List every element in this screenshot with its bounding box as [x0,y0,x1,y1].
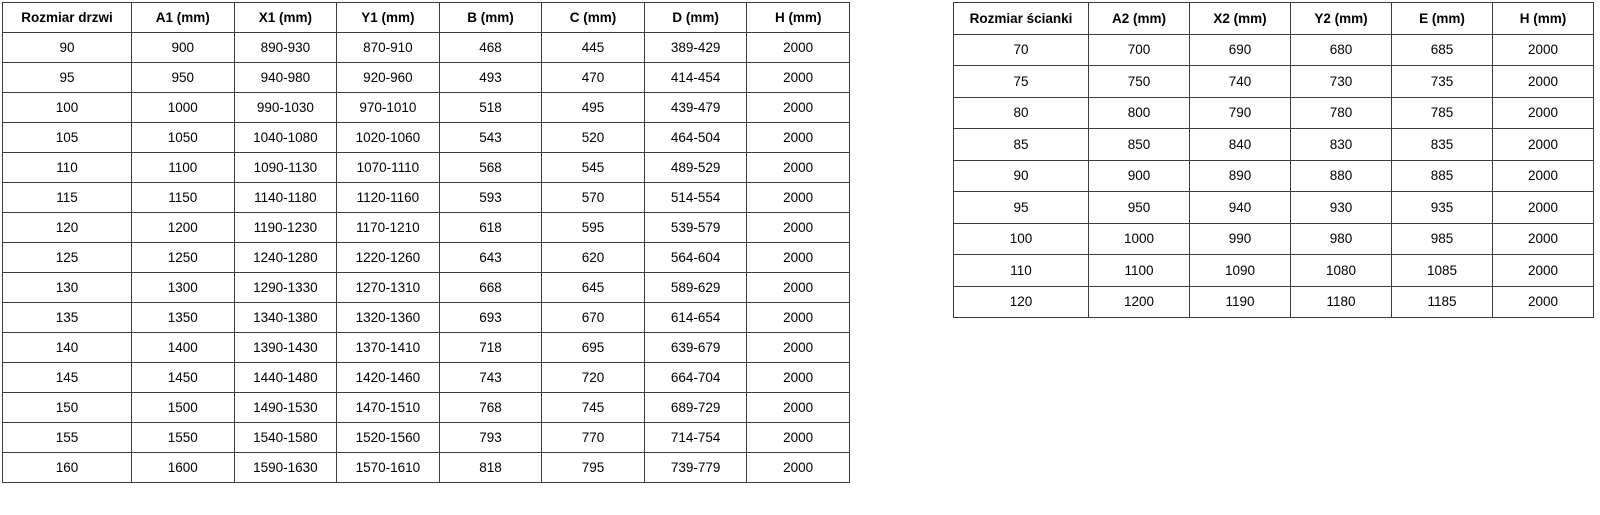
table-cell: 100 [3,93,132,123]
table-cell: 2000 [747,63,850,93]
header-cell: X1 (mm) [234,3,337,33]
table-row [954,286,1594,318]
header-cell: A2 (mm) [1089,3,1190,35]
table-cell: 1500 [132,393,235,423]
table-cell: 539-579 [644,213,747,243]
table-row [3,303,850,333]
table-cell: 685 [1392,34,1493,66]
table-cell: 80 [954,97,1089,129]
table-cell: 589-629 [644,273,747,303]
table-cell: 1220-1260 [337,243,440,273]
table-cell: 835 [1392,129,1493,161]
table-cell: 1370-1410 [337,333,440,363]
table-cell: 2000 [747,333,850,363]
table-cell: 1470-1510 [337,393,440,423]
table-cell: 1540-1580 [234,423,337,453]
table-cell: 935 [1392,192,1493,224]
table-row [954,66,1594,98]
table-row [3,243,850,273]
table-cell: 620 [542,243,645,273]
table-cell: 1150 [132,183,235,213]
table-cell: 2000 [1493,129,1594,161]
table-cell: 1170-1210 [337,213,440,243]
table-cell: 1185 [1392,286,1493,318]
table-cell: 543 [439,123,542,153]
table-row [3,93,850,123]
table-cell: 790 [1190,97,1291,129]
table-row [3,423,850,453]
table-cell: 2000 [747,213,850,243]
table-cell: 1190 [1190,286,1291,318]
table-cell: 1450 [132,363,235,393]
table-cell: 115 [3,183,132,213]
table-cell: 1190-1230 [234,213,337,243]
table-cell: 593 [439,183,542,213]
table-cell: 70 [954,34,1089,66]
table-cell: 2000 [747,453,850,483]
table-cell: 120 [954,286,1089,318]
table-cell: 985 [1392,223,1493,255]
table-cell: 740 [1190,66,1291,98]
table-cell: 1000 [1089,223,1190,255]
table-cell: 110 [3,153,132,183]
table-cell: 1270-1310 [337,273,440,303]
table-cell: 493 [439,63,542,93]
table-cell: 445 [542,33,645,63]
table-cell: 840 [1190,129,1291,161]
table-cell: 470 [542,63,645,93]
table-cell: 95 [954,192,1089,224]
table-cell: 970-1010 [337,93,440,123]
table-cell: 1240-1280 [234,243,337,273]
table-cell: 2000 [1493,34,1594,66]
table-cell: 1300 [132,273,235,303]
table-cell: 110 [954,255,1089,287]
table-cell: 570 [542,183,645,213]
table-cell: 880 [1291,160,1392,192]
table-cell: 890 [1190,160,1291,192]
table-cell: 2000 [747,393,850,423]
table-cell: 735 [1392,66,1493,98]
header-row [954,3,1594,35]
table-cell: 614-654 [644,303,747,333]
table-cell: 1020-1060 [337,123,440,153]
door-sizes-table [2,2,850,483]
table-cell: 1120-1160 [337,183,440,213]
table-cell: 1085 [1392,255,1493,287]
table-cell: 1090 [1190,255,1291,287]
table-cell: 1050 [132,123,235,153]
table-cell: 900 [132,33,235,63]
header-cell: A1 (mm) [132,3,235,33]
table-cell: 980 [1291,223,1392,255]
table-cell: 414-454 [644,63,747,93]
table-cell: 468 [439,33,542,63]
table-cell: 950 [1089,192,1190,224]
table-row [3,213,850,243]
table-cell: 1340-1380 [234,303,337,333]
table-cell: 95 [3,63,132,93]
table-cell: 2000 [1493,97,1594,129]
table-cell: 135 [3,303,132,333]
table-cell: 800 [1089,97,1190,129]
table-row [3,453,850,483]
table-cell: 1200 [132,213,235,243]
table-cell: 595 [542,213,645,243]
table-cell: 730 [1291,66,1392,98]
header-cell: C (mm) [542,3,645,33]
table-cell: 1550 [132,423,235,453]
header-row [3,3,850,33]
header-cell: E (mm) [1392,3,1493,35]
header-cell: Rozmiar ścianki [954,3,1089,35]
table-cell: 1200 [1089,286,1190,318]
table-cell: 2000 [747,273,850,303]
table-cell: 2000 [747,423,850,453]
table-cell: 720 [542,363,645,393]
table-cell: 125 [3,243,132,273]
table-cell: 2000 [1493,286,1594,318]
table-cell: 950 [132,63,235,93]
table-cell: 990 [1190,223,1291,255]
table-cell: 1290-1330 [234,273,337,303]
table-cell: 140 [3,333,132,363]
table-cell: 743 [439,363,542,393]
table-cell: 150 [3,393,132,423]
table-cell: 639-679 [644,333,747,363]
table-row [3,393,850,423]
table-cell: 518 [439,93,542,123]
table-row [954,129,1594,161]
table-cell: 885 [1392,160,1493,192]
table-cell: 514-554 [644,183,747,213]
table-row [3,183,850,213]
table-cell: 2000 [747,183,850,213]
table-cell: 1040-1080 [234,123,337,153]
table-cell: 664-704 [644,363,747,393]
table-cell: 680 [1291,34,1392,66]
table-cell: 1350 [132,303,235,333]
table-cell: 1140-1180 [234,183,337,213]
table-cell: 818 [439,453,542,483]
table-cell: 160 [3,453,132,483]
table-cell: 100 [954,223,1089,255]
table-cell: 770 [542,423,645,453]
table-cell: 155 [3,423,132,453]
table-cell: 1100 [132,153,235,183]
table-cell: 930 [1291,192,1392,224]
table-cell: 2000 [1493,223,1594,255]
table-row [954,160,1594,192]
table-cell: 120 [3,213,132,243]
table-cell: 750 [1089,66,1190,98]
table-cell: 1570-1610 [337,453,440,483]
table-cell: 739-779 [644,453,747,483]
table-cell: 700 [1089,34,1190,66]
table-row [3,363,850,393]
table-row [3,33,850,63]
header-cell: D (mm) [644,3,747,33]
table-cell: 2000 [747,363,850,393]
header-cell: B (mm) [439,3,542,33]
table-cell: 2000 [1493,192,1594,224]
header-cell: Y1 (mm) [337,3,440,33]
header-cell: X2 (mm) [1190,3,1291,35]
table-cell: 2000 [747,303,850,333]
table-cell: 718 [439,333,542,363]
table-cell: 1180 [1291,286,1392,318]
table-cell: 689-729 [644,393,747,423]
table-cell: 1590-1630 [234,453,337,483]
table-cell: 940 [1190,192,1291,224]
table-cell: 990-1030 [234,93,337,123]
table-cell: 1100 [1089,255,1190,287]
table-cell: 1390-1430 [234,333,337,363]
table-cell: 830 [1291,129,1392,161]
table-cell: 900 [1089,160,1190,192]
table-cell: 495 [542,93,645,123]
table-cell: 520 [542,123,645,153]
table-cell: 464-504 [644,123,747,153]
table-cell: 545 [542,153,645,183]
table-cell: 1420-1460 [337,363,440,393]
table-cell: 1250 [132,243,235,273]
table-cell: 795 [542,453,645,483]
table-row [3,333,850,363]
table-cell: 890-930 [234,33,337,63]
table-cell: 1320-1360 [337,303,440,333]
table-cell: 618 [439,213,542,243]
table-cell: 1440-1480 [234,363,337,393]
table-cell: 1080 [1291,255,1392,287]
table-cell: 1090-1130 [234,153,337,183]
table-cell: 2000 [1493,160,1594,192]
table-cell: 90 [3,33,132,63]
table-cell: 2000 [747,123,850,153]
table-cell: 2000 [747,153,850,183]
table-cell: 920-960 [337,63,440,93]
table-cell: 2000 [747,93,850,123]
table-cell: 870-910 [337,33,440,63]
table-cell: 670 [542,303,645,333]
table-cell: 145 [3,363,132,393]
table-cell: 1070-1110 [337,153,440,183]
header-cell: Y2 (mm) [1291,3,1392,35]
table-row [3,63,850,93]
table-cell: 1520-1560 [337,423,440,453]
table-cell: 768 [439,393,542,423]
table-cell: 785 [1392,97,1493,129]
table-cell: 85 [954,129,1089,161]
table-row [954,97,1594,129]
table-row [3,123,850,153]
table-row [954,255,1594,287]
table-cell: 2000 [747,33,850,63]
header-cell: Rozmiar drzwi [3,3,132,33]
table-cell: 75 [954,66,1089,98]
table-cell: 714-754 [644,423,747,453]
table-cell: 643 [439,243,542,273]
table-cell: 745 [542,393,645,423]
table-cell: 850 [1089,129,1190,161]
table-row [954,192,1594,224]
table-cell: 693 [439,303,542,333]
table-cell: 2000 [747,243,850,273]
table-cell: 2000 [1493,255,1594,287]
table-cell: 690 [1190,34,1291,66]
table-row [3,273,850,303]
table-cell: 389-429 [644,33,747,63]
table-cell: 90 [954,160,1089,192]
table-cell: 489-529 [644,153,747,183]
table-cell: 1600 [132,453,235,483]
table-cell: 793 [439,423,542,453]
table-cell: 1490-1530 [234,393,337,423]
table-cell: 568 [439,153,542,183]
table-cell: 439-479 [644,93,747,123]
table-cell: 1400 [132,333,235,363]
table-row [3,153,850,183]
table-cell: 668 [439,273,542,303]
table-cell: 695 [542,333,645,363]
table-row [954,34,1594,66]
table-cell: 940-980 [234,63,337,93]
table-cell: 105 [3,123,132,153]
table-cell: 2000 [1493,66,1594,98]
table-cell: 645 [542,273,645,303]
header-cell: H (mm) [747,3,850,33]
header-cell: H (mm) [1493,3,1594,35]
table-cell: 130 [3,273,132,303]
wall-sizes-table [953,2,1594,318]
table-cell: 1000 [132,93,235,123]
table-cell: 780 [1291,97,1392,129]
table-cell: 564-604 [644,243,747,273]
table-row [954,223,1594,255]
